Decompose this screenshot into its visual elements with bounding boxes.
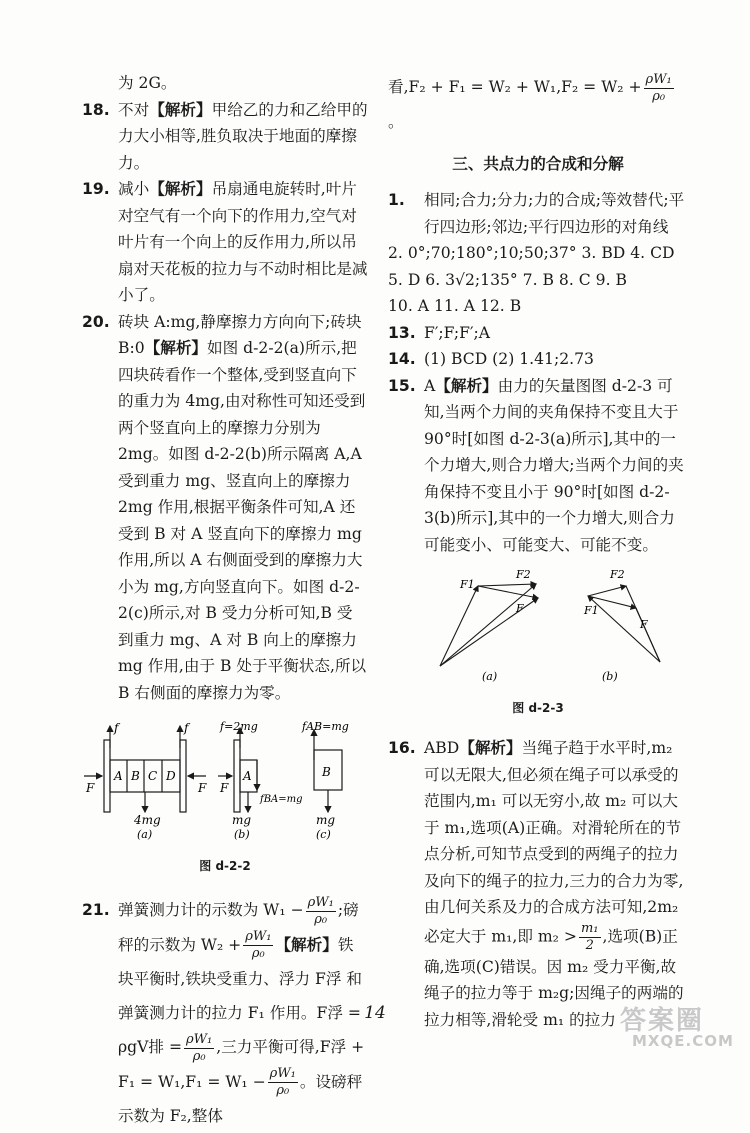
analysis-tag: 【解析】: [144, 338, 208, 357]
label-D: D: [166, 769, 176, 783]
left-column: [82, 70, 368, 1133]
label-mg-b: mg: [232, 813, 252, 827]
analysis-text: 当绳子趋于水平时,m₂ 可以无限大,但必须在绳子可以承受的范围内,m₁ 可以无穷小,故 m₂ 可以大于 m₁,选项(A)正确。对滑轮所在的节点分析,可知节点受到的两绳子的拉力及向下的绳子的拉力,三力的合力为零,由几何关系及力的合成方法可知,2m₂ 必定大于 m₁,即 m₂ >: [424, 739, 684, 945]
text-part: 铁块平衡时,铁块受重力、浮力 F浮 和弹簧测力计的拉力 F₁ 作用。F浮 = ρgV排 =: [118, 935, 363, 1056]
label-A-b: A: [243, 769, 252, 783]
question-16: [388, 735, 688, 1033]
diagram-b: [588, 586, 660, 662]
label-f-right: f: [184, 721, 189, 735]
analysis-text: 甲给乙的力和乙给甲的力大小相等,胜负取决于地面的摩擦力。: [118, 100, 368, 172]
label-c: (c): [316, 828, 331, 840]
question-number: 15.: [388, 376, 416, 395]
label-B-c: B: [322, 765, 331, 779]
answers-2-4: 2. 0°;70;180°;10;50;37° 3. BD 4. CD: [388, 244, 675, 262]
question-number: 20.: [82, 312, 110, 331]
fraction: $\frac{\text{ρW₁}}{\text{ρ₀}}$: [186, 1031, 213, 1064]
analysis-tag: 【解析】: [435, 375, 498, 395]
label-F-right: F: [198, 781, 207, 795]
brick-force-diagram: [82, 720, 368, 840]
analysis-text: 由力的矢量图图 d-2-3 可知,当两个力间的夹角保持不变且大于 90°时[如图 d-2-3(a)所示],其中的一个力增大,则合力增大;当两个力间的夹角保持不变且小于 90°时[如图 d-2-3(b)所示],其中的一个力增大,则合力可能变小、可能变大、可能不变。: [424, 376, 684, 554]
figure-caption: 图 d-2-3: [512, 700, 564, 715]
fraction: $\frac{\text{ρW₁}}{\text{ρ₀}}$: [307, 894, 334, 927]
answers-5-9: 5. D 6. 3√2;135° 7. B 8. C 9. B: [388, 270, 627, 289]
label-b: (b): [602, 670, 618, 683]
text-part: ;磅秤的示数为 W₂ +: [118, 901, 359, 954]
label-fBA: fBA=mg: [260, 794, 303, 805]
answers-10-12: 10. A 11. A 12. B: [388, 297, 522, 315]
label-4mg: 4mg: [134, 813, 161, 827]
analysis-tag: 【解析】: [149, 179, 212, 198]
question-number: 1.: [388, 191, 405, 209]
label-a: (a): [482, 670, 498, 683]
question-number: 19.: [82, 180, 110, 198]
answer-text: F′;F;F′;A: [424, 323, 491, 342]
fraction: $\frac{\text{ρW₁}}{\text{ρ₀}}$: [245, 929, 272, 961]
fraction: $\frac{\text{ρW₁}}{\text{ρ₀}}$: [645, 71, 672, 104]
label-b: (b): [234, 828, 250, 840]
question-20: [82, 309, 368, 707]
figure-d-2-3: [388, 564, 688, 721]
label-F-b: F: [220, 781, 229, 795]
question-number: 13.: [388, 323, 416, 342]
question-19: [82, 176, 368, 309]
label-C: C: [148, 769, 158, 783]
question-number: 21.: [82, 901, 110, 919]
label-a: (a): [137, 828, 153, 840]
label-F-b: F: [640, 618, 648, 631]
label-F1-a: F1: [460, 578, 475, 591]
fraction: $\frac{\text{ρW₁}}{\text{ρ₀}}$: [269, 1066, 296, 1098]
text-part: 。设磅秤示数为 F₂,整体: [118, 1072, 363, 1125]
analysis-text: 如图 d-2-2(a)所示,把四块砖看作一个整体,受到竖直向下的重力为 4mg,由对称性可知还受到两个竖直向上的摩擦力分别为 2mg。如图 d-2-2(b)所示隔离 A,A 受到重力 mg、竖直向上的摩擦力 2mg 作用,根据平衡条件可知,A 还受到 B 对 A 竖直向下的摩擦力 mg 作用,所以 A 右侧面受到的摩擦力大小为 mg,方向竖直向下。如图 d-2-2(c)所示,对 B 受力分析可知,B 受到重力 mg、A 对 B 向上的摩擦力 mg 作用,由于 B 处于平衡状态,所以 B 右侧面的摩擦力为零。: [118, 339, 367, 702]
answer: 减小: [118, 180, 150, 198]
section-title: 三、共点力的合成和分解: [452, 154, 624, 173]
diagram-a: [440, 584, 538, 666]
text-part: ,三力平衡可得,F浮 + F₁ = W₁,F₁ = W₁ −: [118, 1038, 365, 1091]
answer: 不对: [118, 100, 150, 119]
analysis-tag: 【解析】: [275, 934, 338, 954]
label-F-a: F: [516, 602, 524, 615]
q21-continuation: 看,F₂ + F₁ = W₂ + W₁,F₂ = W₂ + $\frac{\text{ρW₁}}{\text{ρ₀}}$ 。: [388, 71, 672, 131]
label-fAB: fAB=mg: [302, 720, 349, 733]
label-f-left: f: [114, 721, 119, 735]
right-column: [388, 70, 688, 1033]
figure-caption: 图 d-2-2: [199, 858, 251, 873]
label-mg-c: mg: [316, 813, 336, 827]
label-F-left: F: [86, 781, 95, 795]
question-1: [388, 187, 688, 240]
vector-diagram: [388, 564, 688, 684]
figure-d-2-2: [82, 720, 368, 879]
answer: ABD: [424, 739, 460, 757]
answer-text: 相同;合力;分力;力的合成;等效替代;平行四边形;邻边;平行四边形的对角线: [424, 191, 685, 236]
page-number: 14: [364, 1003, 386, 1023]
answer: 砖块 A:mg,静摩擦力方向向下;砖块 B:0: [118, 312, 362, 357]
watermark-logo: 答案圈 MXQE.COM: [620, 1006, 734, 1050]
text-part: 弹簧测力计的示数为 W₁ −: [118, 901, 304, 919]
label-F2-b: F2: [610, 568, 625, 581]
answer: A: [424, 376, 436, 395]
analysis-tag: 【解析】: [149, 99, 212, 119]
diagram-a: [84, 726, 206, 812]
label-A: A: [114, 769, 123, 783]
analysis-text: ,选项(B)正确,选项(C)错误。因 m₂ 受力平衡,故绳子的拉力等于 m₂g;因绳子的两端的拉力相等,滑轮受 m₁ 的拉力: [424, 927, 684, 1029]
analysis-text: 吊扇通电旋转时,叶片对空气有一个向下的作用力,空气对叶片有一个向上的反作用力,所以吊扇对天花板的拉力与不动时相比是减小了。: [118, 180, 368, 304]
question-13: [388, 320, 688, 347]
question-number: 18.: [82, 100, 110, 119]
question-18: [82, 97, 368, 177]
question-14: [388, 346, 688, 373]
label-F2-a: F2: [516, 568, 531, 581]
answer-text: (1) BCD (2) 1.41;2.73: [424, 350, 594, 368]
label-f-2mg: f=2mg: [220, 720, 258, 733]
q17-tail: 为 2G。: [118, 74, 177, 92]
question-number: 14.: [388, 350, 416, 368]
label-B: B: [131, 769, 140, 783]
fraction: $\frac{\text{m₁}}{2}$: [580, 920, 599, 953]
question-15: [388, 373, 688, 559]
analysis-tag: 【解析】: [459, 738, 522, 757]
label-F1-b: F1: [584, 604, 599, 617]
question-number: 16.: [388, 739, 416, 757]
